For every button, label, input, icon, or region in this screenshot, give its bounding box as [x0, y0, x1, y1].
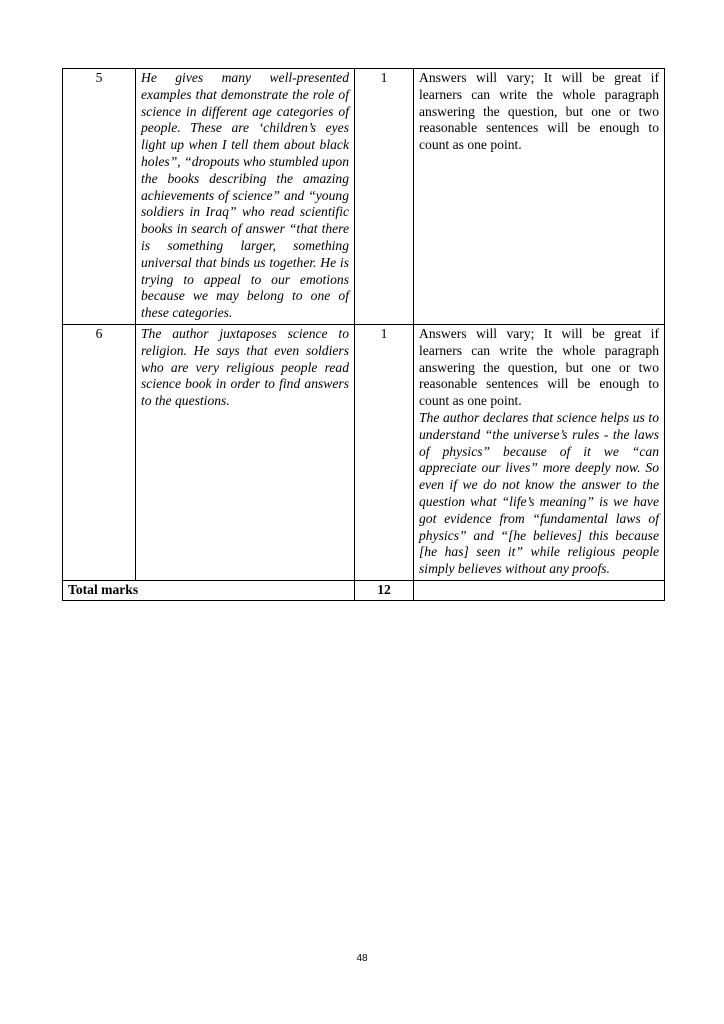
total-empty-cell [414, 580, 665, 600]
table-row [63, 69, 665, 325]
page-number: 48 [356, 953, 368, 964]
question-number: 5 [63, 69, 136, 325]
marking-guidance: Answers will vary; It will be great if learners can write the whole paragraph answering the question, but one or two reasonable sentences will be enough to count as one point. [419, 325, 659, 409]
question-number: 6 [63, 324, 136, 580]
marking-note [414, 69, 665, 325]
marks-cell: 1 [355, 324, 414, 580]
marking-guidance: Answers will vary; It will be great if learners can write the whole paragraph answering the question, but one or two reasonable sentences will be enough to count as one point. [419, 70, 659, 153]
expected-answer: He gives many well-presented examples that demonstrate the role of science in different age categories of people. These are ‘children’s eyes light up when I tell them about black holes”, “dropouts who stumbled upon the books describing the amazing achievements of science” and “young soldiers in Iraq” who read scientific books in search of answer “that there is something larger, something universal that binds us together. He is trying to appeal to our emotions because we may belong to one of these categories. [136, 69, 355, 325]
marking-scheme-table [62, 68, 665, 601]
total-value: 12 [355, 580, 414, 600]
total-row [63, 580, 665, 600]
expected-answer: The author juxtaposes science to religion. He says that even soldiers who are very religious people read science book in order to find answers to the questions. [136, 324, 355, 580]
table-row [63, 324, 665, 580]
total-label: Total marks [63, 580, 355, 600]
sample-answer: The author declares that science helps us to understand “the universe’s rules - the laws of physics” because of it we “can appreciate our lives” more deeply now. So even if we do not know the answer to the question what “life’s meaning” is we have got evidence from “fundamental laws of physics” and “[he believes] this because [he has] seen it” while religious people simply believes without any proofs. [419, 409, 659, 577]
marks-cell: 1 [355, 69, 414, 325]
marking-note [414, 324, 665, 580]
